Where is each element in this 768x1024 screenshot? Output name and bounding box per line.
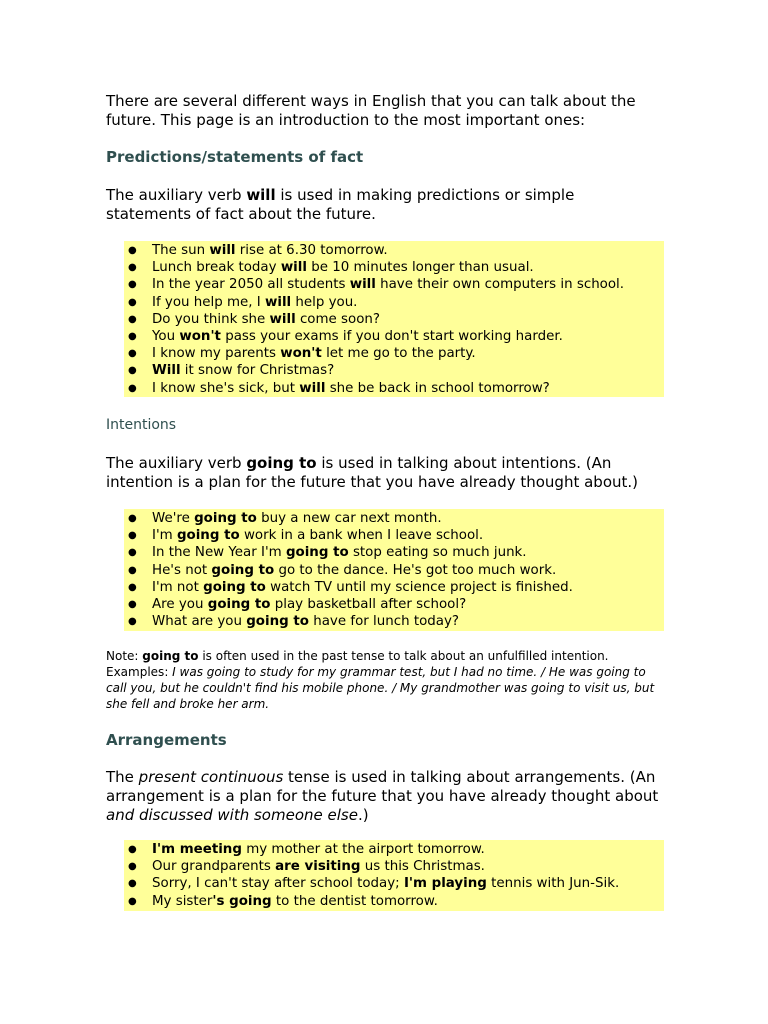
text: help you.: [291, 294, 358, 310]
bold-term: are visiting: [275, 859, 361, 875]
predictions-heading: Predictions/statements of fact: [106, 148, 364, 166]
intentions-heading: Intentions: [106, 417, 177, 433]
examples-label: Examples:: [106, 665, 173, 679]
text: If you help me, I: [152, 294, 265, 310]
text: Our grandparents: [152, 859, 276, 875]
bold-term: will: [349, 277, 376, 293]
arrangements-paragraph: [106, 768, 666, 825]
bullet-icon: ●: [128, 564, 137, 576]
bold-term: 's going: [212, 893, 272, 909]
bullet-icon: ●: [128, 513, 137, 524]
text: pass your exams if you don't start working harder.: [220, 329, 563, 345]
bullet-icon: ●: [128, 895, 137, 907]
arrangements-list: [124, 841, 664, 910]
predictions-paragraph: [106, 186, 606, 224]
text: play basketball after school?: [270, 597, 467, 613]
text: tennis with Jun-Sik.: [486, 876, 620, 892]
list-item: [124, 242, 664, 259]
text: to the dentist tomorrow.: [271, 893, 438, 909]
text: us this Christmas.: [360, 859, 485, 875]
text: .): [357, 806, 369, 824]
list-item: [124, 276, 664, 293]
text: Are you: [152, 597, 208, 613]
examples-text: I was going to study for my grammar test, but I had no time. / He was going to call you, but he couldn't find his mobile phone. / My grandmother was going to visit us, but she fell and broke her arm.: [106, 665, 655, 711]
text: I know she's sick, but: [152, 380, 300, 396]
text: Do you think she: [152, 311, 270, 327]
bold-term: going to: [285, 545, 349, 561]
text: work in a bank when I leave school.: [239, 528, 484, 544]
arrangements-examples-box: [124, 840, 664, 911]
text: go to the dance. He's got too much work.: [274, 562, 557, 578]
bold-term: I'm playing: [403, 876, 487, 892]
bullet-icon: ●: [128, 616, 137, 628]
intentions-note: [106, 648, 666, 712]
text: is used in talking about intentions. (An intention is a plan for the future that you have already thought about.): [106, 454, 639, 491]
predictions-examples-box: [124, 241, 664, 397]
bullet-icon: ●: [128, 296, 137, 308]
text: In the year 2050 all students: [152, 277, 350, 293]
bold-term: going to: [142, 649, 199, 663]
italic-term: present continuous: [138, 768, 284, 786]
list-item: [124, 362, 664, 379]
bullet-icon: ●: [128, 348, 137, 360]
bold-term: going to: [207, 597, 271, 613]
bullet-icon: ●: [128, 279, 137, 291]
text: Sorry, I can't stay after school today;: [152, 876, 404, 892]
list-item: [124, 345, 664, 362]
bold-term: going to: [211, 562, 275, 578]
bold-term: going to: [203, 579, 266, 595]
bullet-icon: ●: [128, 262, 137, 274]
text: tense is used in talking about arrangements. (An arrangement is a plan for the future that you have already thought about: [106, 768, 659, 805]
text: I'm not: [152, 579, 204, 595]
list-item: [124, 893, 664, 910]
bullet-icon: ●: [128, 599, 137, 611]
text: my mother at the airport tomorrow.: [241, 842, 485, 857]
text: My sister: [152, 893, 213, 909]
text: The sun: [152, 243, 210, 258]
bullet-icon: ●: [128, 530, 137, 542]
bullet-icon: ●: [128, 365, 137, 377]
bullet-icon: ●: [128, 581, 137, 593]
text: she be back in school tomorrow?: [325, 380, 550, 396]
list-item: [124, 311, 664, 328]
list-item: [124, 510, 664, 527]
note-label: Note:: [106, 649, 143, 663]
text: The: [106, 768, 139, 786]
text: let me go to the party.: [321, 346, 476, 362]
text: In the New Year I'm: [152, 545, 286, 561]
bold-term: will: [299, 380, 326, 396]
text: I know my parents: [152, 346, 281, 362]
bullet-icon: ●: [128, 331, 137, 343]
text: is often used in the past tense to talk about an unfulfilled intention.: [198, 649, 609, 663]
list-item: [124, 613, 664, 630]
text: have their own computers in school.: [375, 277, 625, 293]
bullet-icon: ●: [128, 245, 137, 256]
list-item: [124, 380, 664, 397]
bold-term: Will: [152, 363, 181, 379]
bullet-icon: ●: [128, 547, 137, 559]
list-item: [124, 527, 664, 544]
text: stop eating so much junk.: [348, 545, 527, 561]
intentions-paragraph: [106, 454, 646, 492]
bold-term: won't: [179, 329, 221, 345]
bold-term: going to: [176, 528, 240, 544]
list-item: [124, 328, 664, 345]
text: is used in making predictions or simple statements of fact about the future.: [106, 186, 575, 223]
bold-term: will: [269, 311, 296, 327]
text: have for lunch today?: [308, 614, 460, 630]
text: The auxiliary verb: [106, 186, 247, 204]
list-item: [124, 259, 664, 276]
intro-line-1: There are several different ways in English that you can talk about the: [106, 92, 636, 110]
bullet-icon: ●: [128, 382, 137, 394]
bullet-icon: ●: [128, 313, 137, 325]
list-item: [124, 579, 664, 596]
list-item: [124, 294, 664, 311]
text: come soon?: [295, 311, 380, 327]
bold-term: won't: [280, 346, 322, 362]
predictions-list: [124, 242, 664, 397]
text: The auxiliary verb: [106, 454, 247, 472]
text: Lunch break today: [152, 260, 281, 276]
bold-term: will: [280, 260, 307, 276]
text: buy a new car next month.: [256, 511, 442, 526]
list-item: [124, 596, 664, 613]
list-item: [124, 544, 664, 561]
list-item: [124, 875, 664, 892]
text: We're: [152, 511, 195, 526]
bold-term: I'm meeting: [152, 842, 242, 857]
bullet-icon: ●: [128, 861, 137, 873]
list-item: [124, 841, 664, 858]
text: rise at 6.30 tomorrow.: [235, 243, 388, 258]
intentions-examples-box: [124, 509, 664, 631]
bold-term: will: [209, 243, 236, 258]
text: it snow for Christmas?: [180, 363, 335, 379]
bold-term: going to: [246, 614, 309, 630]
text: watch TV until my science project is finished.: [265, 579, 573, 595]
text: He's not: [152, 562, 212, 578]
text: be 10 minutes longer than usual.: [306, 260, 534, 276]
bullet-icon: ●: [128, 844, 137, 855]
intentions-list: [124, 510, 664, 630]
text: What are you: [152, 614, 247, 630]
list-item: [124, 858, 664, 875]
arrangements-heading: Arrangements: [106, 731, 227, 749]
bold-term: going to: [194, 511, 257, 526]
list-item: [124, 562, 664, 579]
intro-paragraph: [106, 92, 666, 130]
italic-term: and discussed with someone else: [106, 806, 358, 824]
bullet-icon: ●: [128, 878, 137, 890]
bold-term: will: [264, 294, 292, 310]
text: I'm: [152, 528, 177, 544]
bold-term: going to: [246, 454, 317, 472]
intro-line-2: future. This page is an introduction to the most important ones:: [106, 111, 586, 129]
text: You: [152, 329, 180, 345]
bold-term: will: [246, 186, 276, 204]
